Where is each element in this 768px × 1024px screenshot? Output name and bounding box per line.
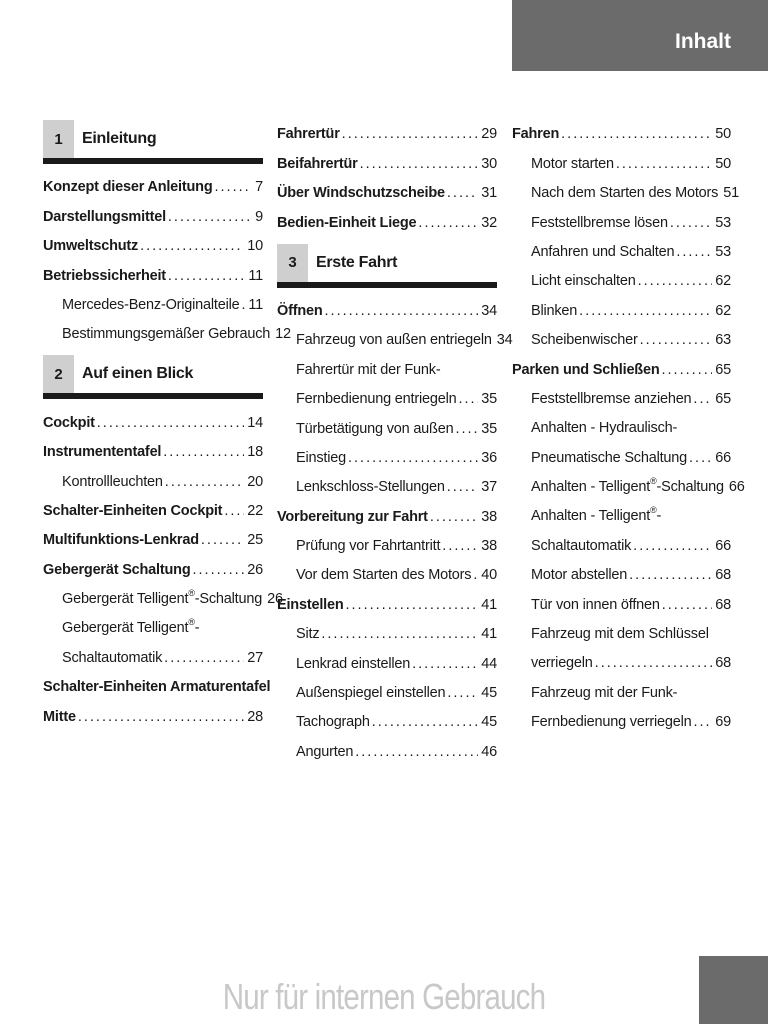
toc-subentry[interactable]: Angurten ..... 46	[277, 737, 497, 766]
toc-column-1	[43, 120, 291, 732]
toc-subentry[interactable]: Außenspiegel einstellen ..... 45	[277, 679, 497, 708]
toc-entry[interactable]: Betriebssicherheit ..... 11	[43, 261, 263, 290]
toc-subentry[interactable]: Blinken ..... 62	[512, 296, 731, 325]
toc-entry[interactable]: Konzept dieser Anleitung ..... 7	[43, 173, 263, 202]
watermark-text: Nur für internen Gebrauch	[222, 976, 546, 1017]
section-title: Einleitung	[82, 130, 157, 147]
toc-entry[interactable]: Einstellen ..... 41	[277, 590, 497, 619]
toc-entry[interactable]: Vorbereitung zur Fahrt ..... 38	[277, 502, 497, 531]
toc-column-3	[512, 120, 745, 737]
registered-mark: ®	[650, 476, 657, 487]
section-title: Erste Fahrt	[316, 253, 398, 271]
toc-entry[interactable]: Umweltschutz ..... 10	[43, 232, 263, 261]
tab-label: Inhalt	[675, 29, 731, 53]
toc-subentry[interactable]: verriegeln ..... 68	[512, 649, 731, 678]
toc-subentry-line[interactable]: Anhalten - Telligent®-	[531, 505, 662, 525]
section-header-3	[277, 244, 497, 288]
toc-subentry[interactable]: Motor abstellen ..... 68	[512, 561, 731, 590]
toc-subentry[interactable]: Kontrollleuchten ..... 20	[43, 467, 263, 496]
toc-subentry[interactable]: Scheibenwischer ..... 63	[512, 326, 731, 355]
toc-subentry[interactable]: Türbetätigung von außen ..... 35	[277, 414, 497, 443]
toc-entry[interactable]: Schalter-Einheiten Cockpit ..... 22	[43, 497, 263, 526]
toc-entry[interactable]: Parken und Schließen ..... 65	[512, 355, 731, 384]
toc-entry[interactable]: Beifahrertür ..... 30	[277, 149, 497, 178]
registered-mark: ®	[188, 617, 195, 628]
toc-subentry[interactable]: Prüfung vor Fahrtantritt ..... 38	[277, 532, 497, 561]
toc-subentry[interactable]: Fernbedienung entriegeln ..... 35	[277, 385, 497, 414]
section-tab-inhalt[interactable]	[512, 0, 768, 71]
section-header-2	[43, 355, 263, 399]
toc-subentry-line[interactable]: Gebergerät Telligent®-	[62, 617, 200, 637]
toc-subentry[interactable]: Feststellbremse anziehen ..... 65	[512, 385, 731, 414]
toc-entry[interactable]: Multifunktions-Lenkrad ..... 25	[43, 526, 263, 555]
toc-entry[interactable]: Über Windschutzscheibe ..... 31	[277, 179, 497, 208]
toc-entry[interactable]: Fahrertür ..... 29	[277, 120, 497, 149]
toc-subentry[interactable]: Licht einschalten ..... 62	[512, 267, 731, 296]
section-number: 1	[43, 120, 74, 158]
toc-subentry[interactable]: Pneumatische Schaltung ..... 66	[512, 443, 731, 472]
registered-mark: ®	[188, 588, 195, 599]
toc-entry[interactable]: Instrumententafel ..... 18	[43, 438, 263, 467]
toc-subentry[interactable]: Motor starten ..... 50	[512, 149, 731, 178]
toc-subentry[interactable]: Vor dem Starten des Motors ..... 40	[277, 561, 497, 590]
toc-subentry[interactable]: Schaltautomatik ..... 27	[43, 643, 263, 672]
toc-entry[interactable]: Cockpit ..... 14	[43, 408, 263, 437]
toc-subentry[interactable]: Tachograph ..... 45	[277, 708, 497, 737]
section-title: Auf einen Blick	[82, 365, 194, 383]
toc-entry[interactable]: Mitte ..... 28	[43, 702, 263, 731]
toc-subentry[interactable]: Anfahren und Schalten ..... 53	[512, 238, 731, 267]
toc-subentry[interactable]: Lenkschloss-Stellungen ..... 37	[277, 473, 497, 502]
toc-subentry-line[interactable]: Fahrzeug mit der Funk-	[531, 684, 678, 701]
section-number: 3	[277, 244, 308, 282]
toc-subentry[interactable]: Lenkrad einstellen ..... 44	[277, 649, 497, 678]
toc-subentry[interactable]: Anhalten - Telligent®-Schaltung 66	[531, 476, 745, 496]
toc-subentry[interactable]: Schaltautomatik ..... 66	[512, 531, 731, 560]
registered-mark: ®	[650, 505, 657, 516]
toc-entry[interactable]: Bedien-Einheit Liege ..... 32	[277, 208, 497, 237]
toc-subentry-line[interactable]: Fahrertür mit der Funk-	[296, 361, 441, 378]
toc-entry[interactable]: Öffnen ..... 34	[277, 297, 497, 326]
toc-subentry[interactable]: Gebergerät Telligent®-Schaltung 26	[62, 588, 283, 608]
toc-subentry[interactable]: Sitz ..... 41	[277, 620, 497, 649]
toc-subentry[interactable]: Tür von innen öffnen ..... 68	[512, 590, 731, 619]
toc-subentry[interactable]: Bestimmungsgemäßer Gebrauch 12	[62, 326, 291, 343]
toc-subentry[interactable]: Fahrzeug von außen entriegeln 34	[296, 332, 513, 349]
toc-entry[interactable]: Darstellungsmittel ..... 9	[43, 202, 263, 231]
toc-entry-line[interactable]: Schalter-Einheiten Armaturentafel	[43, 679, 271, 696]
toc-subentry-line[interactable]: Fahrzeug mit dem Schlüssel	[531, 626, 709, 643]
toc-subentry[interactable]: Einstieg ..... 36	[277, 444, 497, 473]
section-header-1	[43, 120, 263, 164]
section-number: 2	[43, 355, 74, 393]
toc-subentry[interactable]: Mercedes-Benz-Originalteile ..... 11	[43, 291, 263, 320]
corner-tab-block	[699, 956, 768, 1024]
toc-entry[interactable]: Gebergerät Schaltung ..... 26	[43, 555, 263, 584]
toc-column-2	[277, 120, 513, 767]
toc-entry[interactable]: Fahren ..... 50	[512, 120, 731, 149]
toc-subentry-line[interactable]: Anhalten - Hydraulisch-	[531, 420, 678, 437]
toc-subentry[interactable]: Nach dem Starten des Motors 51	[531, 185, 739, 202]
toc-subentry[interactable]: Fernbedienung verriegeln ..... 69	[512, 708, 731, 737]
toc-subentry[interactable]: Feststellbremse lösen ..... 53	[512, 208, 731, 237]
